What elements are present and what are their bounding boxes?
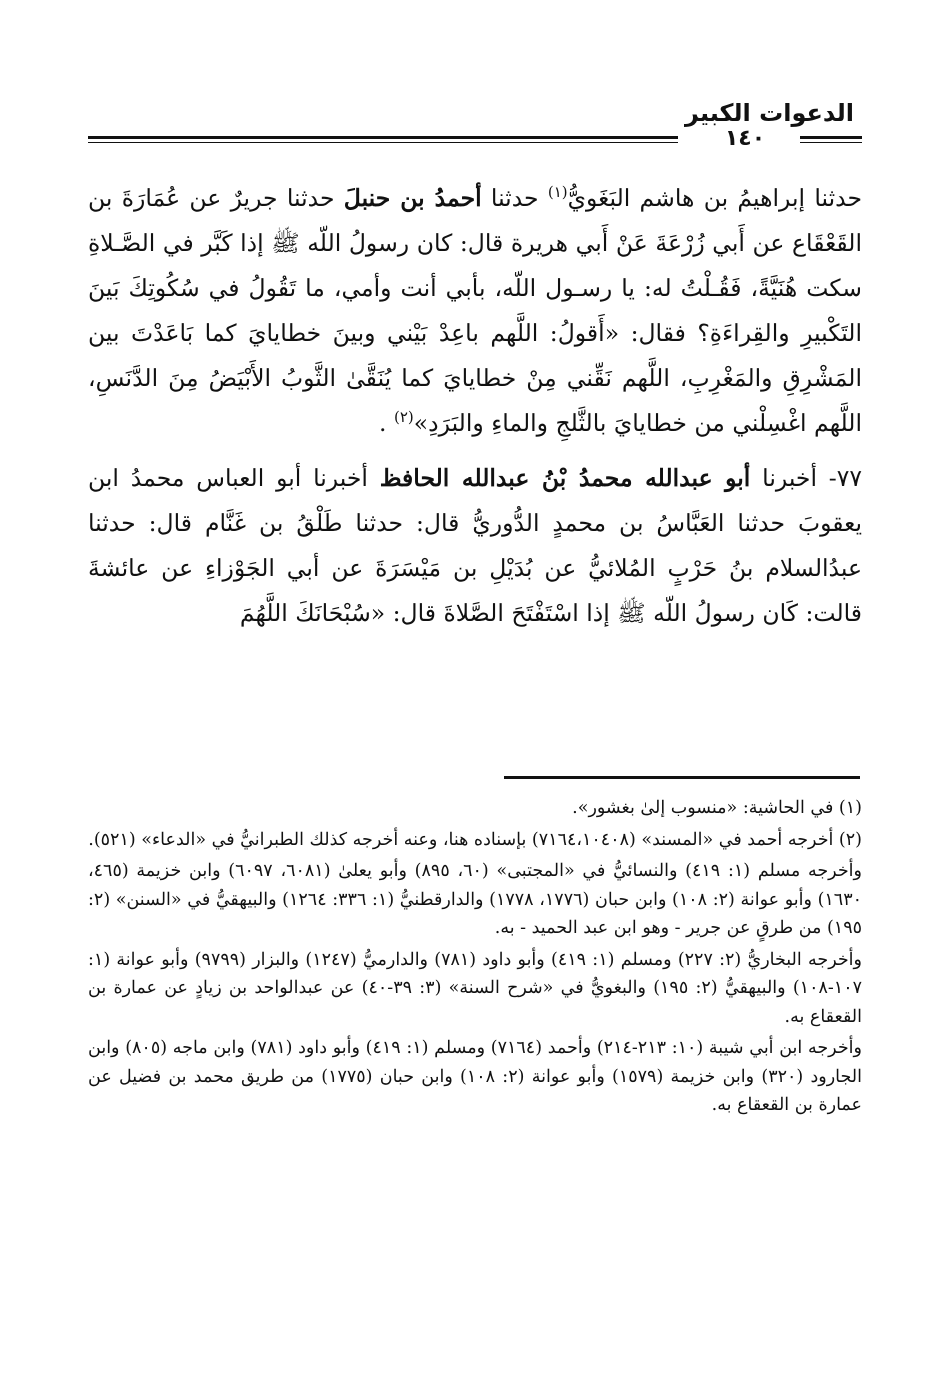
paragraph-hadith-76: [88, 176, 862, 446]
footnote-2: (٢) أخرجه أحمد في «المسند» (٧١٦٤،١٠٤٠٨) بإسناده هنا، وعنه أخرجه كذلك الطبرانيُّ في «الدعاء» (٥٢١).: [88, 829, 862, 850]
footnote-2-continuation: وأخرجه مسلم (١: ٤١٩) والنسائيُّ في «المجتبى» (٦٠، ٨٩٥) وأبو يعلىٰ (٦٠٨١، ٦٠٩٧) وابن خزيمة (٤٦٥، ١٦٣٠) وأبو عوانة (٢: ١٠٨) وابن حبان (١٧٧٦، ١٧٧٨) والدارقطنيُّ (١: ٣٣٦: ١٢٦٤) والبيهقيُّ في «السنن» (٢: ١٩٥) من طرقٍ عن جرير - وهو ابن عبد الحميد - به.: [88, 861, 863, 938]
header-rule-left: [88, 136, 678, 142]
footnote-ref-2[interactable]: (٢): [394, 408, 414, 427]
text-run: حدثنا جريرٌ عن عُمَارَةَ بن القَعْقَاع عن أَبي زُرْعَةَ عَنْ أَبي هريرة قال: كان رسولُ اللّه ﷺ إذا كَبَّر في الصَّـلاةِ سكت هُنَيَّةً، فَقُـلْتُ له: يا رسـول اللّه، بأبي أنت وأمي، ما تَقُولُ في سُكُوتِكَ بَينَ التَكْبيرِ والقِراءَةِ؟ فقال: «أَقولُ: اللَّهم باعِدْ بَيْني وبينَ خطايايَ كما بَاعَدْتَ بين المَشْرِقِ والمَغْرِبِ، اللَّهم نَقِّني مِنْ خطايايَ كما يُنَقَّىٰ الثَّوبُ الأَبْيَضُ مِنَ الدَّنَسِ، اللَّهم اغْسِلْني من خطايايَ بالثَّلجِ والماءِ والبَرَدِ»: [88, 184, 862, 437]
text-run: أخبرنا أبو العباس محمدُ ابن يعقوبَ حدثنا العَبَّاسُ بن محمدٍ الدُّوريُّ قال: حدثنا طَلْقُ بن غَنَّام قال: حدثنا عبدُالسلام بنُ حَرْبٍ المُلائيُّ عن بُدَيْلِ بن مَيْسَرَةَ عن أبي الجَوْزاءِ عن عائشةَ قالت: كَان رسولُ اللّه ﷺ إذا اسْتَفْتَحَ الصَّلاةَ قال: «سُبْحَانَكَ اللَّهُمَ: [88, 464, 862, 627]
main-text: [88, 176, 862, 636]
text-run: حدثنا إبراهيمُ بن هاشم البَغَويُّ: [567, 184, 862, 212]
footnote-2-continuation: وأخرجه البخاريُّ (٢: ٢٢٧) ومسلم (١: ٤١٩) وأبو داود (٧٨١) والدارميُّ (١٢٤٧) والبزار (٩٧٩٩) وأبو عوانة (١: ١٠٧-١٠٨) والبيهقيُّ (٢: ١٩٥) والبغويُّ في «شرح السنة» (٣: ٣٩-٤٠) عن عبدالواحد بن زيادٍ عن عمارة بن القعقاع به.: [88, 949, 862, 1027]
footnote-2-continuation: وأخرجه ابن أبي شيبة (١٠: ٢١٣-٢١٤) وأحمد (٧١٦٤) ومسلم (١: ٤١٩) وأبو داود (٧٨١) وابن ماجه (٨٠٥) وابن الجارود (٣٢٠) وابن خزيمة (١٥٧٩) وأبو عوانة (٢: ١٠٨) وابن حبان (١٧٧٥) من طريق محمد بن فضيل عن عمارة بن القعقاع به.: [88, 1038, 862, 1115]
page-number: ١٤٠: [724, 126, 766, 151]
narrator-name: أبو عبدالله محمدُ بْنُ عبدالله الحافظ: [379, 464, 751, 492]
text-run: حدثنا: [481, 184, 548, 212]
footnote-1: (١) في الحاشية: «منسوب إلىٰ بغشور».: [572, 798, 862, 818]
paragraph-hadith-77: [88, 456, 862, 636]
text-run: ٧٧- أخبرنا: [750, 464, 862, 492]
footnote-ref-1[interactable]: (١): [547, 183, 568, 202]
narrator-name: أحمدُ بن حنبلَ: [343, 184, 482, 212]
footnote-separator: [504, 776, 860, 779]
header-rule-right: [800, 136, 862, 142]
running-title: الدعوات الكبير: [685, 99, 854, 127]
footnotes: [88, 794, 862, 1120]
text-run: .: [379, 409, 394, 437]
